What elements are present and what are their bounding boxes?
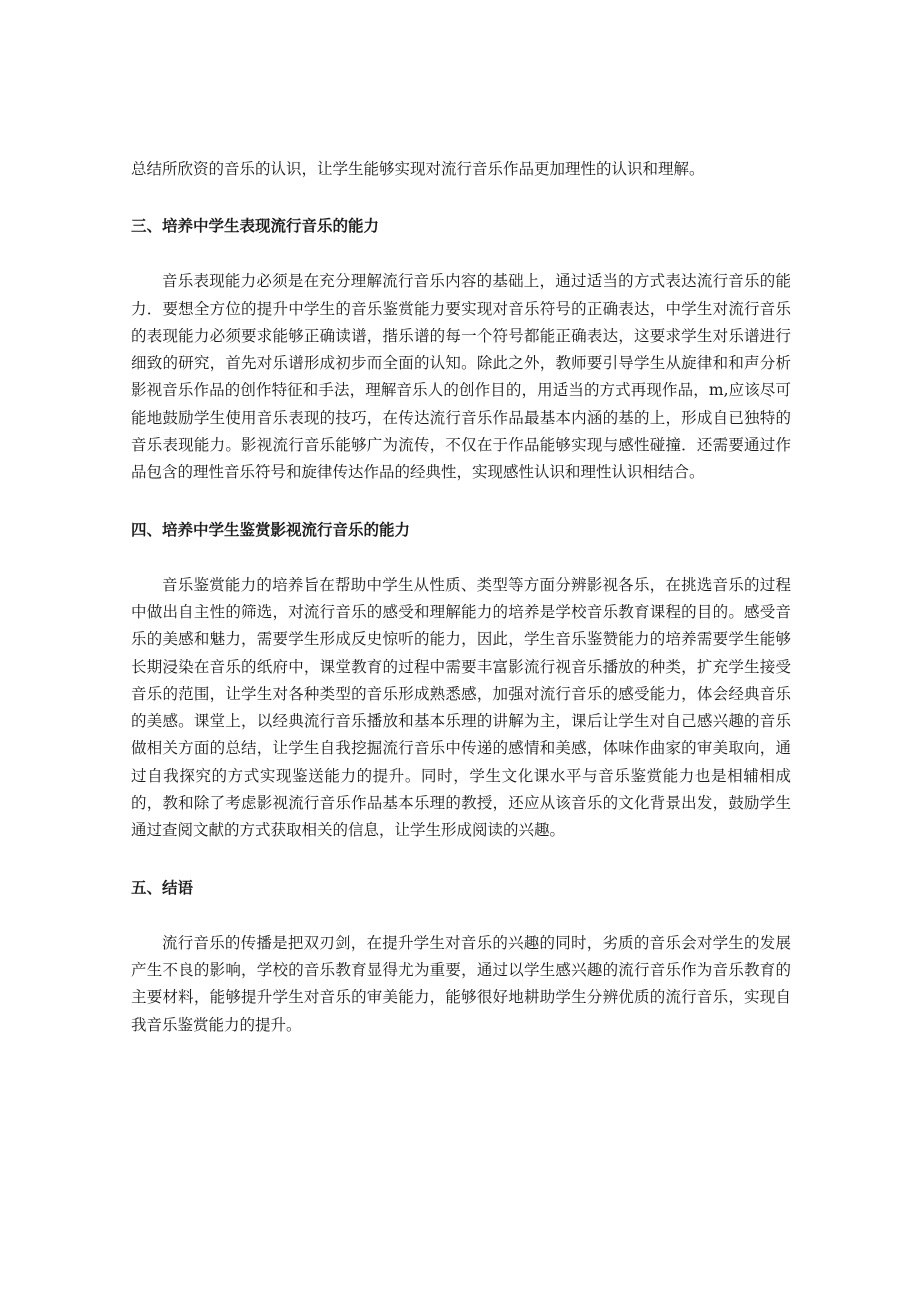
section-body-3: 音乐表现能力必须是在充分理解流行音乐内容的基础上，通过适当的方式表达流行音乐的能力．要想全方位的提升中学生的音乐鉴赏能力要实现对音乐符号的正确表达，中学生对流行音乐的表现能力必须要求能够正确读谱，揩乐谱的每一个符号都能正确表达，这要求学生对乐谱进行细致的研究，首先对乐谱形成初步而全面的认知。除此之外，教师要引导学生从旋律和和声分析影视音乐作品的创作特征和手法，理解音乐人的创作目的，用适当的方式再现作品，m,应该尽可能地鼓励学生使用音乐表现的技巧，在传达流行音乐作品最基本内涵的基的上，形成自已独特的音乐表现能力。影视流行音乐能够广为流传，不仅在于作品能够实现与感性碰撞．还需要通过作品包含的理性音乐符号和旋律传达作品的经典性，实现感性认识和理性认识相结合。 (131, 272, 791, 482)
intro-paragraph: 总结所欣资的音乐的认识，让学生能够实现对流行音乐作品更加理性的认识和理解。 (131, 160, 705, 178)
section-heading-4: 四、培养中学生鉴赏影视流行音乐的能力 (131, 519, 411, 539)
section-body-5: 流行音乐的传播是把双刃剑，在提升学生对音乐的兴趣的同时，劣质的音乐会对学生的发展产生不良的影响，学校的音乐教育显得尤为重要，通过以学生感兴趣的流行音乐作为音乐教育的主要材料，能够提升学生对音乐的审美能力，能够很好地耕助学生分辨优质的流行音乐，实现自我音乐鉴赏能力的提升。 (131, 933, 791, 1034)
document-page (131, 156, 791, 1039)
section-heading-5: 五、结语 (131, 877, 194, 897)
section-body-4: 音乐鉴赏能力的培养旨在帮助中学生从性质、类型等方面分辨影视各乐，在挑选音乐的过程中做出自主性的筛选，对流行音乐的感受和理解能力的培养是学校音乐教育课程的目的。感受音乐的美感和魅力，需要学生形成反史惊听的能力，因此，学生音乐鉴赞能力的培养需要学生能够长期浸染在音乐的纸府中，课堂教育的过程中需要丰富影流行视音乐播放的种类，扩充学生接受音乐的范围，让学生对各种类型的音乐形成熟悉感，加强对流行音乐的感受能力，体会经典音乐的美感。课堂上，以经典流行音乐播放和基本乐理的讲解为主，课后让学生对自己感兴趣的音乐做相关方面的总结，让学生自我挖掘流行音乐中传递的感情和美感，体味作曲家的审美取向，通过自我探究的方式实现鉴送能力的提升。同时，学生文化课水平与音乐鉴赏能力也是相辅相成的，教和除了考虑影视流行音乐作品基本乐理的教授，还应从该音乐的文化背景出发，鼓励学生通过查阅文献的方式获取相关的信息，让学生形成阅读的兴趣。 (131, 575, 791, 840)
section-heading-3: 三、培养中学生表现流行音乐的能力 (131, 216, 380, 236)
